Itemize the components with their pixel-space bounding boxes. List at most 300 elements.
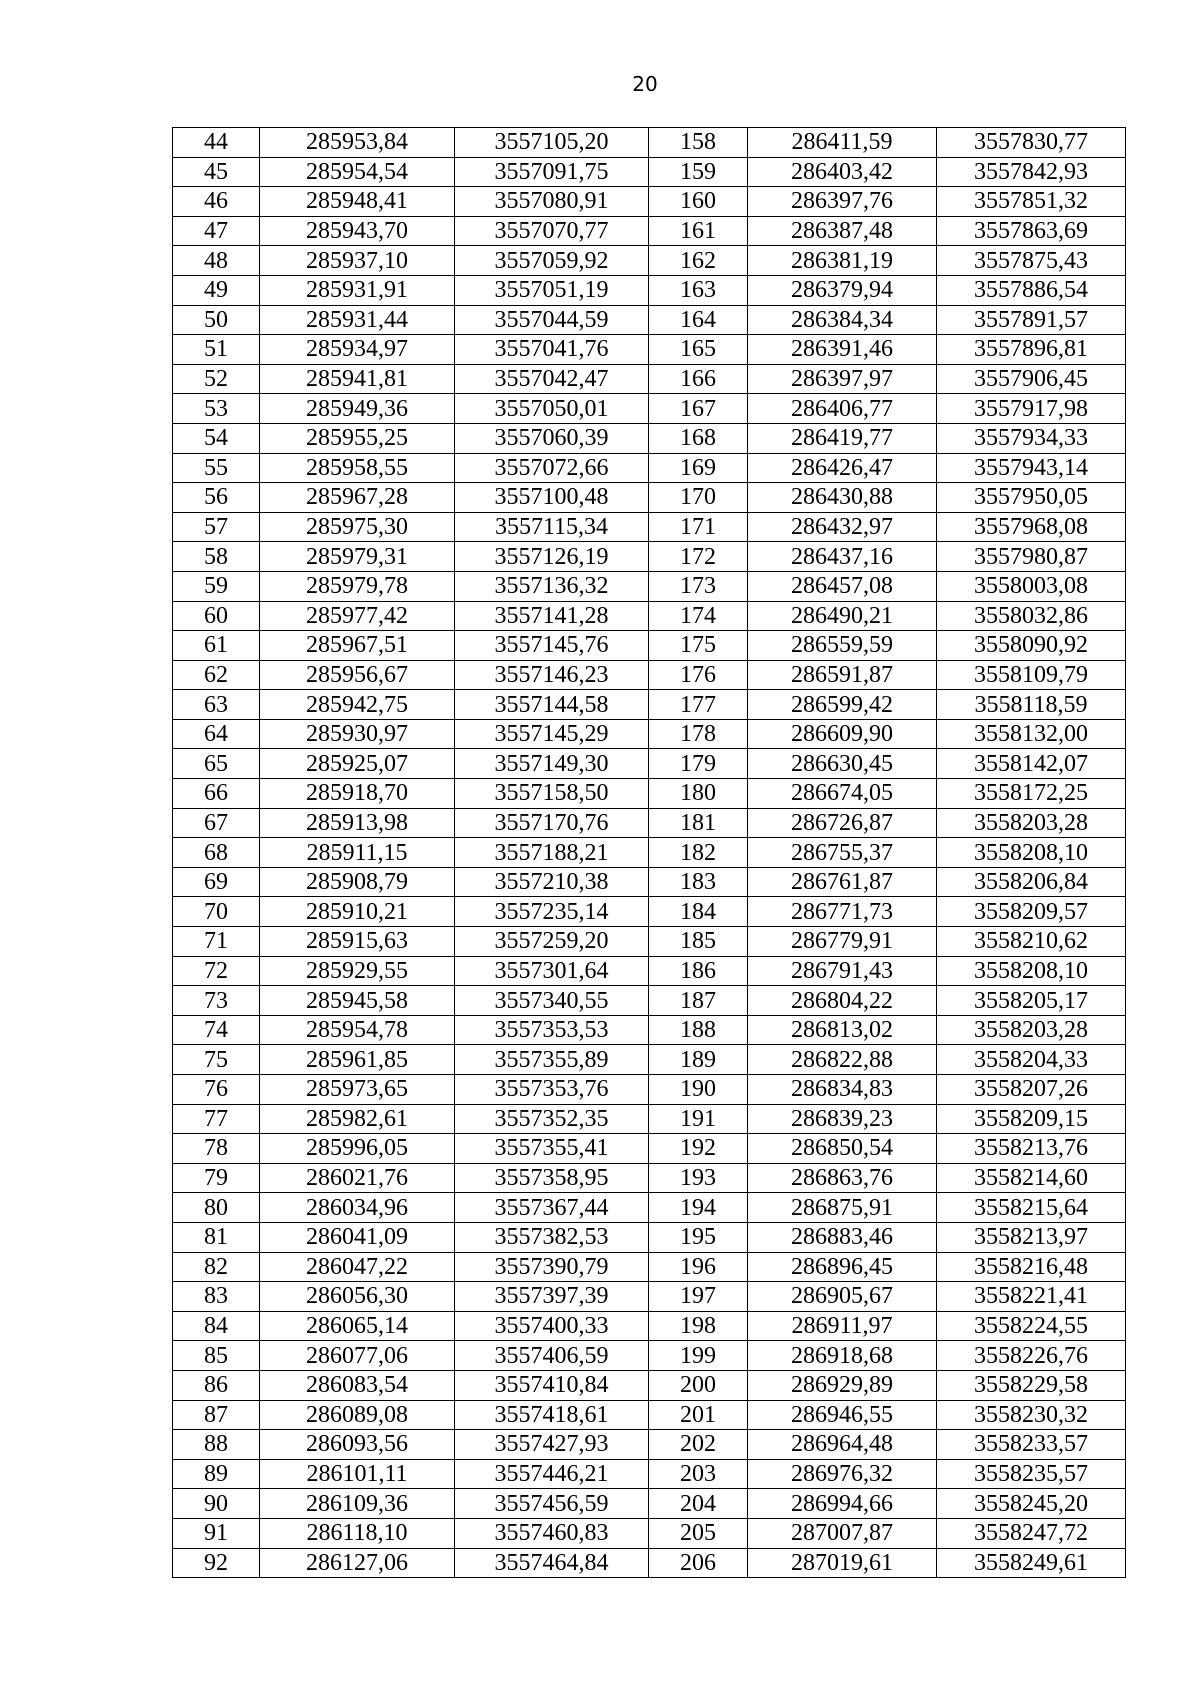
- point-number-cell: 181: [649, 808, 748, 838]
- table-row: [173, 512, 1126, 542]
- x-coordinate-cell: 285937,10: [260, 246, 455, 276]
- y-coordinate-cell: 3557410,84: [455, 1370, 649, 1400]
- y-coordinate-cell: 3557145,76: [455, 631, 649, 661]
- x-coordinate-cell: 286946,55: [748, 1400, 937, 1430]
- table-row: [173, 1341, 1126, 1371]
- point-number-cell: 170: [649, 483, 748, 513]
- point-number-cell: 63: [173, 690, 260, 720]
- y-coordinate-cell: 3557397,39: [455, 1282, 649, 1312]
- table-row: [173, 1459, 1126, 1489]
- point-number-cell: 51: [173, 335, 260, 365]
- point-number-cell: 160: [649, 187, 748, 217]
- point-number-cell: 193: [649, 1163, 748, 1193]
- point-number-cell: 73: [173, 986, 260, 1016]
- x-coordinate-cell: 285955,25: [260, 423, 455, 453]
- point-number-cell: 203: [649, 1459, 748, 1489]
- point-number-cell: 192: [649, 1134, 748, 1164]
- y-coordinate-cell: 3557460,83: [455, 1518, 649, 1548]
- point-number-cell: 46: [173, 187, 260, 217]
- y-coordinate-cell: 3558209,57: [937, 897, 1126, 927]
- point-number-cell: 206: [649, 1548, 748, 1578]
- y-coordinate-cell: 3557051,19: [455, 275, 649, 305]
- y-coordinate-cell: 3557352,35: [455, 1104, 649, 1134]
- point-number-cell: 45: [173, 157, 260, 187]
- x-coordinate-cell: 286490,21: [748, 601, 937, 631]
- x-coordinate-cell: 285929,55: [260, 956, 455, 986]
- y-coordinate-cell: 3557886,54: [937, 275, 1126, 305]
- y-coordinate-cell: 3557464,84: [455, 1548, 649, 1578]
- x-coordinate-cell: 286905,67: [748, 1282, 937, 1312]
- x-coordinate-cell: 285930,97: [260, 719, 455, 749]
- y-coordinate-cell: 3558207,26: [937, 1075, 1126, 1105]
- y-coordinate-cell: 3557863,69: [937, 216, 1126, 246]
- y-coordinate-cell: 3558118,59: [937, 690, 1126, 720]
- x-coordinate-cell: 285934,97: [260, 335, 455, 365]
- x-coordinate-cell: 285931,91: [260, 275, 455, 305]
- point-number-cell: 191: [649, 1104, 748, 1134]
- x-coordinate-cell: 286839,23: [748, 1104, 937, 1134]
- x-coordinate-cell: 285941,81: [260, 364, 455, 394]
- point-number-cell: 62: [173, 660, 260, 690]
- point-number-cell: 74: [173, 1015, 260, 1045]
- x-coordinate-cell: 286726,87: [748, 808, 937, 838]
- x-coordinate-cell: 286771,73: [748, 897, 937, 927]
- x-coordinate-cell: 286118,10: [260, 1518, 455, 1548]
- y-coordinate-cell: 3557842,93: [937, 157, 1126, 187]
- y-coordinate-cell: 3557126,19: [455, 542, 649, 572]
- x-coordinate-cell: 286804,22: [748, 986, 937, 1016]
- x-coordinate-cell: 286021,76: [260, 1163, 455, 1193]
- table-row: [173, 483, 1126, 513]
- table-row: [173, 601, 1126, 631]
- y-coordinate-cell: 3558213,97: [937, 1222, 1126, 1252]
- x-coordinate-cell: 286630,45: [748, 749, 937, 779]
- x-coordinate-cell: 285913,98: [260, 808, 455, 838]
- point-number-cell: 86: [173, 1370, 260, 1400]
- x-coordinate-cell: 285975,30: [260, 512, 455, 542]
- coordinates-table: [172, 127, 1126, 1578]
- point-number-cell: 176: [649, 660, 748, 690]
- point-number-cell: 67: [173, 808, 260, 838]
- point-number-cell: 69: [173, 867, 260, 897]
- point-number-cell: 169: [649, 453, 748, 483]
- table-row: [173, 1134, 1126, 1164]
- point-number-cell: 57: [173, 512, 260, 542]
- x-coordinate-cell: 286875,91: [748, 1193, 937, 1223]
- x-coordinate-cell: 286599,42: [748, 690, 937, 720]
- y-coordinate-cell: 3557400,33: [455, 1311, 649, 1341]
- x-coordinate-cell: 286041,09: [260, 1222, 455, 1252]
- x-coordinate-cell: 286559,59: [748, 631, 937, 661]
- x-coordinate-cell: 286674,05: [748, 779, 937, 809]
- x-coordinate-cell: 285918,70: [260, 779, 455, 809]
- table-row: [173, 867, 1126, 897]
- point-number-cell: 202: [649, 1430, 748, 1460]
- x-coordinate-cell: 286397,76: [748, 187, 937, 217]
- y-coordinate-cell: 3558224,55: [937, 1311, 1126, 1341]
- y-coordinate-cell: 3557427,93: [455, 1430, 649, 1460]
- point-number-cell: 91: [173, 1518, 260, 1548]
- table-row: [173, 453, 1126, 483]
- point-number-cell: 197: [649, 1282, 748, 1312]
- point-number-cell: 61: [173, 631, 260, 661]
- point-number-cell: 72: [173, 956, 260, 986]
- point-number-cell: 199: [649, 1341, 748, 1371]
- y-coordinate-cell: 3557044,59: [455, 305, 649, 335]
- table-row: [173, 1104, 1126, 1134]
- point-number-cell: 48: [173, 246, 260, 276]
- table-row: [173, 1015, 1126, 1045]
- y-coordinate-cell: 3558245,20: [937, 1489, 1126, 1519]
- x-coordinate-cell: 286755,37: [748, 838, 937, 868]
- point-number-cell: 60: [173, 601, 260, 631]
- x-coordinate-cell: 285911,15: [260, 838, 455, 868]
- y-coordinate-cell: 3558032,86: [937, 601, 1126, 631]
- y-coordinate-cell: 3557353,53: [455, 1015, 649, 1045]
- y-coordinate-cell: 3557367,44: [455, 1193, 649, 1223]
- point-number-cell: 205: [649, 1518, 748, 1548]
- y-coordinate-cell: 3557144,58: [455, 690, 649, 720]
- x-coordinate-cell: 286093,56: [260, 1430, 455, 1460]
- x-coordinate-cell: 286437,16: [748, 542, 937, 572]
- x-coordinate-cell: 286109,36: [260, 1489, 455, 1519]
- y-coordinate-cell: 3557934,33: [937, 423, 1126, 453]
- y-coordinate-cell: 3557406,59: [455, 1341, 649, 1371]
- y-coordinate-cell: 3558132,00: [937, 719, 1126, 749]
- x-coordinate-cell: 285910,21: [260, 897, 455, 927]
- point-number-cell: 198: [649, 1311, 748, 1341]
- point-number-cell: 44: [173, 128, 260, 158]
- point-number-cell: 179: [649, 749, 748, 779]
- table-row: [173, 1045, 1126, 1075]
- point-number-cell: 84: [173, 1311, 260, 1341]
- x-coordinate-cell: 286432,97: [748, 512, 937, 542]
- x-coordinate-cell: 286127,06: [260, 1548, 455, 1578]
- y-coordinate-cell: 3557950,05: [937, 483, 1126, 513]
- x-coordinate-cell: 285979,31: [260, 542, 455, 572]
- y-coordinate-cell: 3558226,76: [937, 1341, 1126, 1371]
- x-coordinate-cell: 285915,63: [260, 927, 455, 957]
- y-coordinate-cell: 3557059,92: [455, 246, 649, 276]
- x-coordinate-cell: 286457,08: [748, 571, 937, 601]
- y-coordinate-cell: 3557875,43: [937, 246, 1126, 276]
- table-row: [173, 364, 1126, 394]
- table-row: [173, 749, 1126, 779]
- point-number-cell: 194: [649, 1193, 748, 1223]
- table-row: [173, 808, 1126, 838]
- y-coordinate-cell: 3557060,39: [455, 423, 649, 453]
- x-coordinate-cell: 285996,05: [260, 1134, 455, 1164]
- y-coordinate-cell: 3558142,07: [937, 749, 1126, 779]
- y-coordinate-cell: 3557259,20: [455, 927, 649, 957]
- y-coordinate-cell: 3557891,57: [937, 305, 1126, 335]
- table-row: [173, 1370, 1126, 1400]
- point-number-cell: 175: [649, 631, 748, 661]
- point-number-cell: 162: [649, 246, 748, 276]
- x-coordinate-cell: 285967,28: [260, 483, 455, 513]
- point-number-cell: 77: [173, 1104, 260, 1134]
- point-number-cell: 75: [173, 1045, 260, 1075]
- point-number-cell: 180: [649, 779, 748, 809]
- x-coordinate-cell: 286850,54: [748, 1134, 937, 1164]
- y-coordinate-cell: 3557091,75: [455, 157, 649, 187]
- x-coordinate-cell: 286065,14: [260, 1311, 455, 1341]
- y-coordinate-cell: 3557896,81: [937, 335, 1126, 365]
- x-coordinate-cell: 285961,85: [260, 1045, 455, 1075]
- y-coordinate-cell: 3557355,41: [455, 1134, 649, 1164]
- y-coordinate-cell: 3557390,79: [455, 1252, 649, 1282]
- y-coordinate-cell: 3557146,23: [455, 660, 649, 690]
- table-row: [173, 216, 1126, 246]
- y-coordinate-cell: 3557830,77: [937, 128, 1126, 158]
- table-row: [173, 779, 1126, 809]
- point-number-cell: 58: [173, 542, 260, 572]
- point-number-cell: 71: [173, 927, 260, 957]
- y-coordinate-cell: 3558213,76: [937, 1134, 1126, 1164]
- point-number-cell: 59: [173, 571, 260, 601]
- y-coordinate-cell: 3557353,76: [455, 1075, 649, 1105]
- table-row: [173, 1548, 1126, 1578]
- y-coordinate-cell: 3558203,28: [937, 1015, 1126, 1045]
- point-number-cell: 201: [649, 1400, 748, 1430]
- point-number-cell: 53: [173, 394, 260, 424]
- x-coordinate-cell: 286403,42: [748, 157, 937, 187]
- y-coordinate-cell: 3558204,33: [937, 1045, 1126, 1075]
- table-row: [173, 157, 1126, 187]
- table-row: [173, 986, 1126, 1016]
- y-coordinate-cell: 3558216,48: [937, 1252, 1126, 1282]
- y-coordinate-cell: 3558214,60: [937, 1163, 1126, 1193]
- point-number-cell: 189: [649, 1045, 748, 1075]
- x-coordinate-cell: 285945,58: [260, 986, 455, 1016]
- x-coordinate-cell: 286896,45: [748, 1252, 937, 1282]
- point-number-cell: 158: [649, 128, 748, 158]
- point-number-cell: 159: [649, 157, 748, 187]
- y-coordinate-cell: 3557041,76: [455, 335, 649, 365]
- point-number-cell: 185: [649, 927, 748, 957]
- y-coordinate-cell: 3558109,79: [937, 660, 1126, 690]
- y-coordinate-cell: 3558205,17: [937, 986, 1126, 1016]
- table-row: [173, 1222, 1126, 1252]
- table-row: [173, 838, 1126, 868]
- point-number-cell: 64: [173, 719, 260, 749]
- table-row: [173, 1518, 1126, 1548]
- table-row: [173, 542, 1126, 572]
- x-coordinate-cell: 286391,46: [748, 335, 937, 365]
- y-coordinate-cell: 3557355,89: [455, 1045, 649, 1075]
- y-coordinate-cell: 3558003,08: [937, 571, 1126, 601]
- point-number-cell: 85: [173, 1341, 260, 1371]
- page-number: 20: [632, 72, 658, 96]
- coordinates-table-body: [173, 128, 1126, 1578]
- y-coordinate-cell: 3557072,66: [455, 453, 649, 483]
- x-coordinate-cell: 286994,66: [748, 1489, 937, 1519]
- point-number-cell: 54: [173, 423, 260, 453]
- point-number-cell: 186: [649, 956, 748, 986]
- y-coordinate-cell: 3557851,32: [937, 187, 1126, 217]
- x-coordinate-cell: 285954,54: [260, 157, 455, 187]
- x-coordinate-cell: 286964,48: [748, 1430, 937, 1460]
- x-coordinate-cell: 286426,47: [748, 453, 937, 483]
- table-row: [173, 1311, 1126, 1341]
- table-row: [173, 956, 1126, 986]
- point-number-cell: 183: [649, 867, 748, 897]
- table-row: [173, 246, 1126, 276]
- table-row: [173, 187, 1126, 217]
- x-coordinate-cell: 286089,08: [260, 1400, 455, 1430]
- y-coordinate-cell: 3558090,92: [937, 631, 1126, 661]
- point-number-cell: 89: [173, 1459, 260, 1489]
- x-coordinate-cell: 286834,83: [748, 1075, 937, 1105]
- point-number-cell: 80: [173, 1193, 260, 1223]
- y-coordinate-cell: 3558233,57: [937, 1430, 1126, 1460]
- x-coordinate-cell: 285953,84: [260, 128, 455, 158]
- point-number-cell: 184: [649, 897, 748, 927]
- point-number-cell: 49: [173, 275, 260, 305]
- x-coordinate-cell: 285949,36: [260, 394, 455, 424]
- point-number-cell: 187: [649, 986, 748, 1016]
- x-coordinate-cell: 286591,87: [748, 660, 937, 690]
- y-coordinate-cell: 3557235,14: [455, 897, 649, 927]
- point-number-cell: 167: [649, 394, 748, 424]
- x-coordinate-cell: 285973,65: [260, 1075, 455, 1105]
- y-coordinate-cell: 3557418,61: [455, 1400, 649, 1430]
- point-number-cell: 171: [649, 512, 748, 542]
- point-number-cell: 47: [173, 216, 260, 246]
- x-coordinate-cell: 285942,75: [260, 690, 455, 720]
- x-coordinate-cell: 286083,54: [260, 1370, 455, 1400]
- y-coordinate-cell: 3557943,14: [937, 453, 1126, 483]
- table-row: [173, 927, 1126, 957]
- point-number-cell: 172: [649, 542, 748, 572]
- table-row: [173, 631, 1126, 661]
- x-coordinate-cell: 286609,90: [748, 719, 937, 749]
- point-number-cell: 70: [173, 897, 260, 927]
- x-coordinate-cell: 286056,30: [260, 1282, 455, 1312]
- table-row: [173, 335, 1126, 365]
- point-number-cell: 76: [173, 1075, 260, 1105]
- point-number-cell: 92: [173, 1548, 260, 1578]
- y-coordinate-cell: 3558249,61: [937, 1548, 1126, 1578]
- table-row: [173, 571, 1126, 601]
- point-number-cell: 65: [173, 749, 260, 779]
- y-coordinate-cell: 3557105,20: [455, 128, 649, 158]
- x-coordinate-cell: 286034,96: [260, 1193, 455, 1223]
- point-number-cell: 165: [649, 335, 748, 365]
- y-coordinate-cell: 3557340,55: [455, 986, 649, 1016]
- x-coordinate-cell: 286883,46: [748, 1222, 937, 1252]
- point-number-cell: 182: [649, 838, 748, 868]
- x-coordinate-cell: 286813,02: [748, 1015, 937, 1045]
- table-row: [173, 897, 1126, 927]
- point-number-cell: 195: [649, 1222, 748, 1252]
- y-coordinate-cell: 3558235,57: [937, 1459, 1126, 1489]
- point-number-cell: 55: [173, 453, 260, 483]
- point-number-cell: 50: [173, 305, 260, 335]
- x-coordinate-cell: 286101,11: [260, 1459, 455, 1489]
- y-coordinate-cell: 3557042,47: [455, 364, 649, 394]
- point-number-cell: 196: [649, 1252, 748, 1282]
- table-row: [173, 1430, 1126, 1460]
- point-number-cell: 168: [649, 423, 748, 453]
- x-coordinate-cell: 285979,78: [260, 571, 455, 601]
- y-coordinate-cell: 3557136,32: [455, 571, 649, 601]
- y-coordinate-cell: 3557210,38: [455, 867, 649, 897]
- point-number-cell: 87: [173, 1400, 260, 1430]
- table-row: [173, 1252, 1126, 1282]
- point-number-cell: 164: [649, 305, 748, 335]
- y-coordinate-cell: 3557170,76: [455, 808, 649, 838]
- y-coordinate-cell: 3557456,59: [455, 1489, 649, 1519]
- y-coordinate-cell: 3558221,41: [937, 1282, 1126, 1312]
- x-coordinate-cell: 286976,32: [748, 1459, 937, 1489]
- table-row: [173, 275, 1126, 305]
- y-coordinate-cell: 3558229,58: [937, 1370, 1126, 1400]
- y-coordinate-cell: 3558209,15: [937, 1104, 1126, 1134]
- x-coordinate-cell: 286430,88: [748, 483, 937, 513]
- y-coordinate-cell: 3558247,72: [937, 1518, 1126, 1548]
- x-coordinate-cell: 286047,22: [260, 1252, 455, 1282]
- y-coordinate-cell: 3557446,21: [455, 1459, 649, 1489]
- x-coordinate-cell: 286822,88: [748, 1045, 937, 1075]
- x-coordinate-cell: 285908,79: [260, 867, 455, 897]
- table-row: [173, 394, 1126, 424]
- table-row: [173, 719, 1126, 749]
- point-number-cell: 163: [649, 275, 748, 305]
- x-coordinate-cell: 285977,42: [260, 601, 455, 631]
- y-coordinate-cell: 3558210,62: [937, 927, 1126, 957]
- x-coordinate-cell: 286779,91: [748, 927, 937, 957]
- y-coordinate-cell: 3557100,48: [455, 483, 649, 513]
- x-coordinate-cell: 286411,59: [748, 128, 937, 158]
- point-number-cell: 177: [649, 690, 748, 720]
- point-number-cell: 188: [649, 1015, 748, 1045]
- x-coordinate-cell: 287019,61: [748, 1548, 937, 1578]
- x-coordinate-cell: 286397,97: [748, 364, 937, 394]
- x-coordinate-cell: 286077,06: [260, 1341, 455, 1371]
- y-coordinate-cell: 3557382,53: [455, 1222, 649, 1252]
- x-coordinate-cell: 286791,43: [748, 956, 937, 986]
- point-number-cell: 83: [173, 1282, 260, 1312]
- x-coordinate-cell: 286918,68: [748, 1341, 937, 1371]
- point-number-cell: 68: [173, 838, 260, 868]
- point-number-cell: 200: [649, 1370, 748, 1400]
- table-row: [173, 305, 1126, 335]
- x-coordinate-cell: 286387,48: [748, 216, 937, 246]
- x-coordinate-cell: 285956,67: [260, 660, 455, 690]
- point-number-cell: 161: [649, 216, 748, 246]
- table-row: [173, 1193, 1126, 1223]
- x-coordinate-cell: 285954,78: [260, 1015, 455, 1045]
- table-row: [173, 1075, 1126, 1105]
- x-coordinate-cell: 285943,70: [260, 216, 455, 246]
- table-row: [173, 423, 1126, 453]
- y-coordinate-cell: 3557050,01: [455, 394, 649, 424]
- table-row: [173, 690, 1126, 720]
- point-number-cell: 204: [649, 1489, 748, 1519]
- point-number-cell: 173: [649, 571, 748, 601]
- x-coordinate-cell: 286419,77: [748, 423, 937, 453]
- point-number-cell: 166: [649, 364, 748, 394]
- x-coordinate-cell: 285931,44: [260, 305, 455, 335]
- y-coordinate-cell: 3557301,64: [455, 956, 649, 986]
- x-coordinate-cell: 286911,97: [748, 1311, 937, 1341]
- table-row: [173, 660, 1126, 690]
- x-coordinate-cell: 287007,87: [748, 1518, 937, 1548]
- y-coordinate-cell: 3557980,87: [937, 542, 1126, 572]
- y-coordinate-cell: 3557145,29: [455, 719, 649, 749]
- y-coordinate-cell: 3558172,25: [937, 779, 1126, 809]
